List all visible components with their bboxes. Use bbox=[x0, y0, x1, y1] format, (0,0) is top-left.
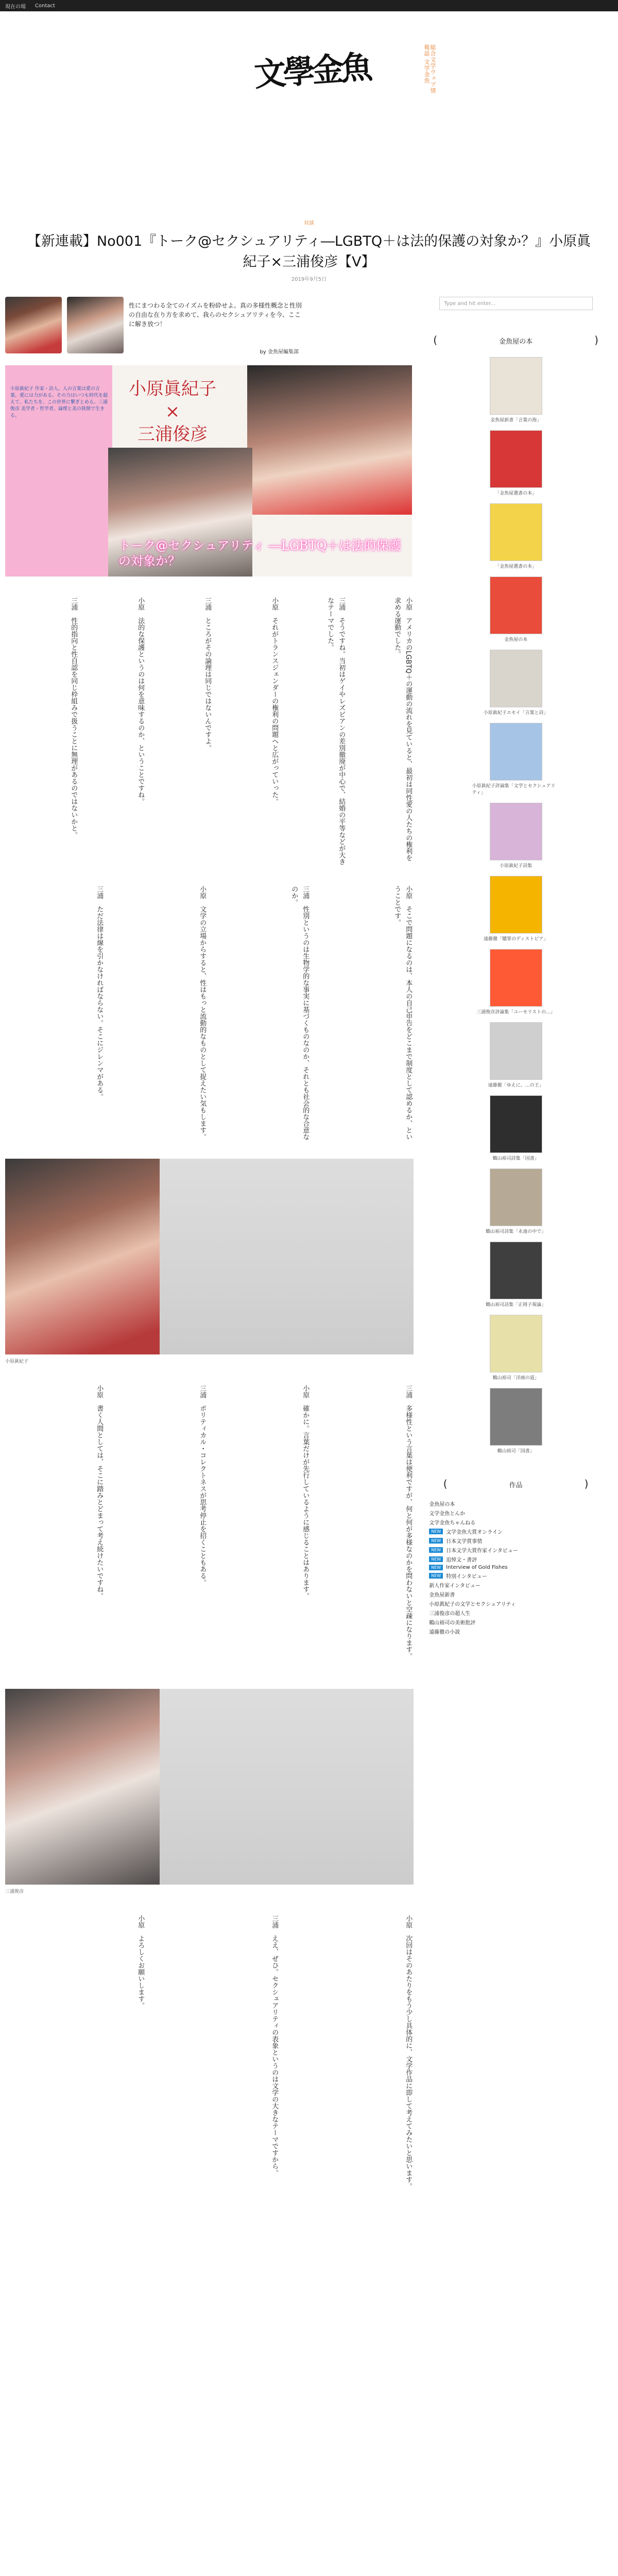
page-layout bbox=[0, 297, 618, 2204]
work-link[interactable] bbox=[429, 1628, 613, 1635]
dialogue-column: 三浦 ところがその論理は同じではないんですよ。 bbox=[203, 597, 212, 751]
work-link-label: 文学金魚ちゃんねる bbox=[429, 1520, 476, 1526]
book-cover bbox=[490, 1242, 542, 1299]
work-link-label: 特別インタビュー bbox=[446, 1574, 487, 1580]
books-widget-title: ( 金魚屋の本 ) bbox=[433, 334, 598, 346]
book-card[interactable] bbox=[472, 1242, 560, 1308]
book-label: 鶴山裕司詩集「永遠の中で」 bbox=[486, 1229, 546, 1234]
logo-text: 文學金魚 bbox=[253, 47, 371, 94]
book-cover bbox=[490, 650, 542, 707]
work-link-label: 金魚屋の本 bbox=[429, 1502, 455, 1507]
dialogue-column: 小原 そこで問題になるのは、本人の自己申告をどこまで制度として認めるか、ということです。 bbox=[393, 886, 413, 1140]
banner-pink-text: 小原眞紀子 作家・詩人。人の言葉は愛の言葉。愛には力がある。その力はいつも時代を超えて、私たちを、この世界に繋ぎとめる。三浦俊彦 美学者・哲学者。論理と美の狭間で生きる。 bbox=[10, 386, 108, 418]
work-link[interactable] bbox=[429, 1600, 613, 1607]
work-link-label: 日本文学大賞作家インタビュー bbox=[446, 1548, 518, 1554]
book-label: 鶴山裕司詩集「国書」 bbox=[492, 1156, 539, 1161]
new-badge: NEW bbox=[429, 1556, 443, 1562]
photo-caption: 小原眞紀子 bbox=[5, 1359, 29, 1364]
dialogue-column: 三浦 ええ、ぜひ。セクシュアリティの表象というのは文学の大きなテーマですから。 bbox=[270, 1915, 279, 2176]
work-link-label: 鶴山裕司の美術批評 bbox=[429, 1620, 476, 1626]
book-cover bbox=[490, 577, 542, 634]
dialogue-column: 小原 それがトランスジェンダーの権利の問題へと広がっていった。 bbox=[270, 597, 279, 805]
site-tagline: 総合文学ウェブ情報誌 文学金魚 bbox=[423, 44, 436, 94]
book-card[interactable] bbox=[472, 1315, 560, 1381]
book-label: 小原眞紀子評論集「文学とセクシュアリティ」 bbox=[472, 784, 556, 795]
work-link[interactable] bbox=[429, 1537, 613, 1545]
dialogue-column: 三浦 性別というのは生物学的な事実に基づくものなのか、それとも社会的な合意なのか。 bbox=[290, 886, 310, 1140]
nav-item-contact[interactable]: Contact bbox=[35, 3, 55, 9]
book-cover bbox=[490, 1095, 542, 1153]
work-link[interactable] bbox=[429, 1590, 613, 1598]
banner-name-miura: 三浦俊彦 bbox=[138, 424, 208, 445]
book-card[interactable] bbox=[472, 503, 560, 569]
post-title: 【新連載】No001『トーク@セクシュアリティ―LGBTQ＋は法的保護の対象か？』小原眞紀子×三浦俊彦【Ⅴ】 bbox=[27, 233, 591, 270]
new-badge: NEW bbox=[429, 1538, 443, 1544]
works-widget-title: ( 作品 ) bbox=[443, 1478, 589, 1490]
dialogue-column: 小原 書く人間としては、そこに踏みとどまって考え続けたいですね。 bbox=[95, 1385, 104, 1599]
banner-caption: トーク@セクシュアリティ ―LGBTQ＋は法的保護の対象か？ bbox=[118, 538, 401, 568]
book-card[interactable] bbox=[472, 876, 560, 942]
work-link-label: 三浦俊彦の超人生 bbox=[429, 1611, 471, 1617]
work-link[interactable] bbox=[429, 1528, 613, 1535]
work-link[interactable] bbox=[429, 1572, 613, 1580]
work-link[interactable] bbox=[429, 1500, 613, 1507]
book-label: 小原眞紀子詩集 bbox=[500, 863, 533, 869]
byline[interactable]: by 金魚屋編集部 bbox=[260, 349, 299, 355]
dialogue-column: 小原 次回はそのあたりをもう少し具体的に、文学作品に即して考えてみたいと思います。 bbox=[404, 1915, 413, 2190]
book-label: 三浦俊彦評論集「ユーモリストの…」 bbox=[476, 1010, 556, 1015]
work-link[interactable] bbox=[429, 1546, 613, 1554]
banner-photo-obara bbox=[247, 365, 412, 515]
article-body bbox=[5, 297, 414, 2204]
dialogue-column: 小原 アメリカのLGBTQ＋の運動の流れを見ていると、最初は同性愛の人たちの権利を求める運動でした。 bbox=[393, 597, 413, 861]
photo-caption: 三浦俊彦 bbox=[5, 1889, 24, 1894]
dialogue-column: 三浦 多様性という言葉は便利ですが、何と何が多様なのかを問わないと空疎になります。 bbox=[404, 1385, 413, 1659]
book-label: 鶴山裕司詩集「正岡子規論」 bbox=[486, 1302, 546, 1308]
book-card[interactable] bbox=[472, 650, 560, 716]
books-list bbox=[419, 357, 613, 1454]
new-badge: NEW bbox=[429, 1547, 443, 1553]
work-link-label: 金魚屋新書 bbox=[429, 1592, 455, 1598]
book-cover bbox=[490, 949, 542, 1007]
book-label: 「金魚屋選書の本」 bbox=[495, 491, 537, 496]
book-card[interactable] bbox=[472, 430, 560, 496]
works-list bbox=[419, 1500, 613, 1635]
site-logo[interactable] bbox=[234, 40, 389, 96]
books-title: 金魚屋の本 bbox=[499, 338, 533, 346]
book-label: 遠藤徹「ゆえに、…の王」 bbox=[488, 1083, 544, 1088]
nav-item-home[interactable]: 現在の場 bbox=[5, 4, 26, 10]
new-badge: NEW bbox=[429, 1573, 443, 1579]
post-header bbox=[0, 218, 618, 282]
site-header bbox=[0, 11, 618, 99]
work-link[interactable] bbox=[429, 1565, 613, 1570]
work-link-label: 文学金魚大賞オンライン bbox=[446, 1530, 503, 1535]
book-card[interactable] bbox=[472, 1388, 560, 1454]
article-banner bbox=[5, 365, 412, 577]
dialogue-column: 三浦 性的指向と性自認を同じ枠組みで扱うことに無理があるのではないかと。 bbox=[70, 597, 78, 838]
book-label: 小原眞紀子エセイ「言葉と詩」 bbox=[483, 710, 548, 716]
photo-obara bbox=[5, 1159, 160, 1354]
banner-x: × bbox=[165, 401, 180, 422]
book-cover bbox=[490, 357, 542, 415]
book-cover bbox=[490, 1168, 542, 1226]
book-cover bbox=[490, 1388, 542, 1446]
book-cover bbox=[490, 430, 542, 488]
dialogue-block-3 bbox=[5, 1385, 414, 1673]
book-card[interactable] bbox=[472, 1095, 560, 1161]
work-link-label: 新人作家インタビュー bbox=[429, 1583, 480, 1589]
new-badge: NEW bbox=[429, 1565, 443, 1570]
book-card[interactable] bbox=[472, 949, 560, 1015]
author-avatar-obara bbox=[5, 297, 62, 353]
book-cover bbox=[490, 803, 542, 860]
intro-text: 性にまつわる全てのイズムを粉砕せよ。真の多様性概念と性別の自由な在り方を求めて、我らのセクシュアリティを今、ここに解き放つ！ bbox=[129, 302, 302, 328]
sidebar bbox=[419, 297, 613, 2204]
work-link[interactable] bbox=[429, 1509, 613, 1517]
book-card[interactable] bbox=[472, 577, 560, 642]
article-photo-2 bbox=[5, 1689, 414, 1885]
dialogue-block-1 bbox=[5, 597, 414, 865]
book-cover bbox=[490, 503, 542, 561]
book-label: 鶴山裕司「国書」 bbox=[497, 1449, 535, 1454]
post-category[interactable]: 対談 bbox=[304, 221, 314, 226]
work-link-label: 追悼文・書評 bbox=[446, 1557, 477, 1563]
work-link-label: 小原眞紀子の文学とセクシュアリティ bbox=[429, 1602, 516, 1607]
dialogue-column: 小原 文学の立場からすると、性はもっと流動的なものとして捉えたい気もします。 bbox=[198, 886, 207, 1140]
dialogue-column: 小原 確かに。言葉だけが先行しているように感じることはあります。 bbox=[301, 1385, 310, 1599]
dialogue-column: 三浦 ただ法律は線を引かなければならない。そこにジレンマがある。 bbox=[95, 886, 104, 1100]
book-card[interactable] bbox=[472, 357, 560, 423]
book-label: 「金魚屋選書の本」 bbox=[495, 564, 537, 569]
dialogue-block-2 bbox=[5, 886, 414, 1143]
work-link[interactable] bbox=[429, 1609, 613, 1617]
dialogue-column: 三浦 ポリティカル・コレクトネスが思考停止を招くこともある。 bbox=[198, 1385, 207, 1586]
article-intro bbox=[5, 297, 414, 355]
work-link-label: 日本文学賞事情 bbox=[446, 1539, 483, 1545]
dialogue-column: 小原 法的な保護というのは何を意味するのか、ということですね。 bbox=[136, 597, 145, 805]
work-link-label: 文学金魚とんか bbox=[429, 1511, 466, 1517]
book-label: 金魚屋新書「言葉の海」 bbox=[490, 418, 542, 423]
work-link-label: 遠藤徹の小説 bbox=[429, 1630, 460, 1635]
book-cover bbox=[490, 876, 542, 934]
top-nav bbox=[0, 0, 618, 11]
photo-miura bbox=[5, 1689, 160, 1885]
book-card[interactable] bbox=[472, 1022, 560, 1088]
banner-names bbox=[129, 378, 216, 446]
book-label: 鶴山裕司「洋画の道」 bbox=[492, 1376, 539, 1381]
new-badge: NEW bbox=[429, 1529, 443, 1534]
work-link[interactable] bbox=[429, 1618, 613, 1626]
work-link[interactable] bbox=[429, 1518, 613, 1526]
search-input[interactable]: Type and hit enter... bbox=[439, 297, 593, 310]
work-link[interactable] bbox=[429, 1581, 613, 1589]
works-title: 作品 bbox=[509, 1482, 523, 1489]
book-card[interactable] bbox=[472, 803, 560, 869]
work-link-label: Interview of Gold Fishes bbox=[446, 1565, 508, 1570]
article-photo-1 bbox=[5, 1159, 414, 1354]
book-card[interactable] bbox=[472, 723, 560, 795]
book-label: 金魚屋の本 bbox=[504, 637, 528, 642]
dialogue-block-4 bbox=[5, 1915, 414, 2204]
book-card[interactable] bbox=[472, 1168, 560, 1234]
banner-name-obara: 小原眞紀子 bbox=[129, 379, 216, 399]
dialogue-column: 三浦 そうですね。当初はゲイやレズビアンの差別撤廃が中心で、結婚の平等などが大きなテーマでした。 bbox=[326, 597, 346, 865]
book-label: 遠藤徹「贖罪のディストピア」 bbox=[483, 937, 548, 942]
post-date: 2019年9月5日 bbox=[291, 277, 327, 282]
work-link[interactable] bbox=[429, 1555, 613, 1563]
book-cover bbox=[490, 1022, 542, 1080]
book-cover bbox=[490, 1315, 542, 1372]
dialogue-column: 小原 よろしくお願いします。 bbox=[136, 1915, 145, 2009]
author-avatar-miura bbox=[67, 297, 124, 353]
book-cover bbox=[490, 723, 542, 781]
